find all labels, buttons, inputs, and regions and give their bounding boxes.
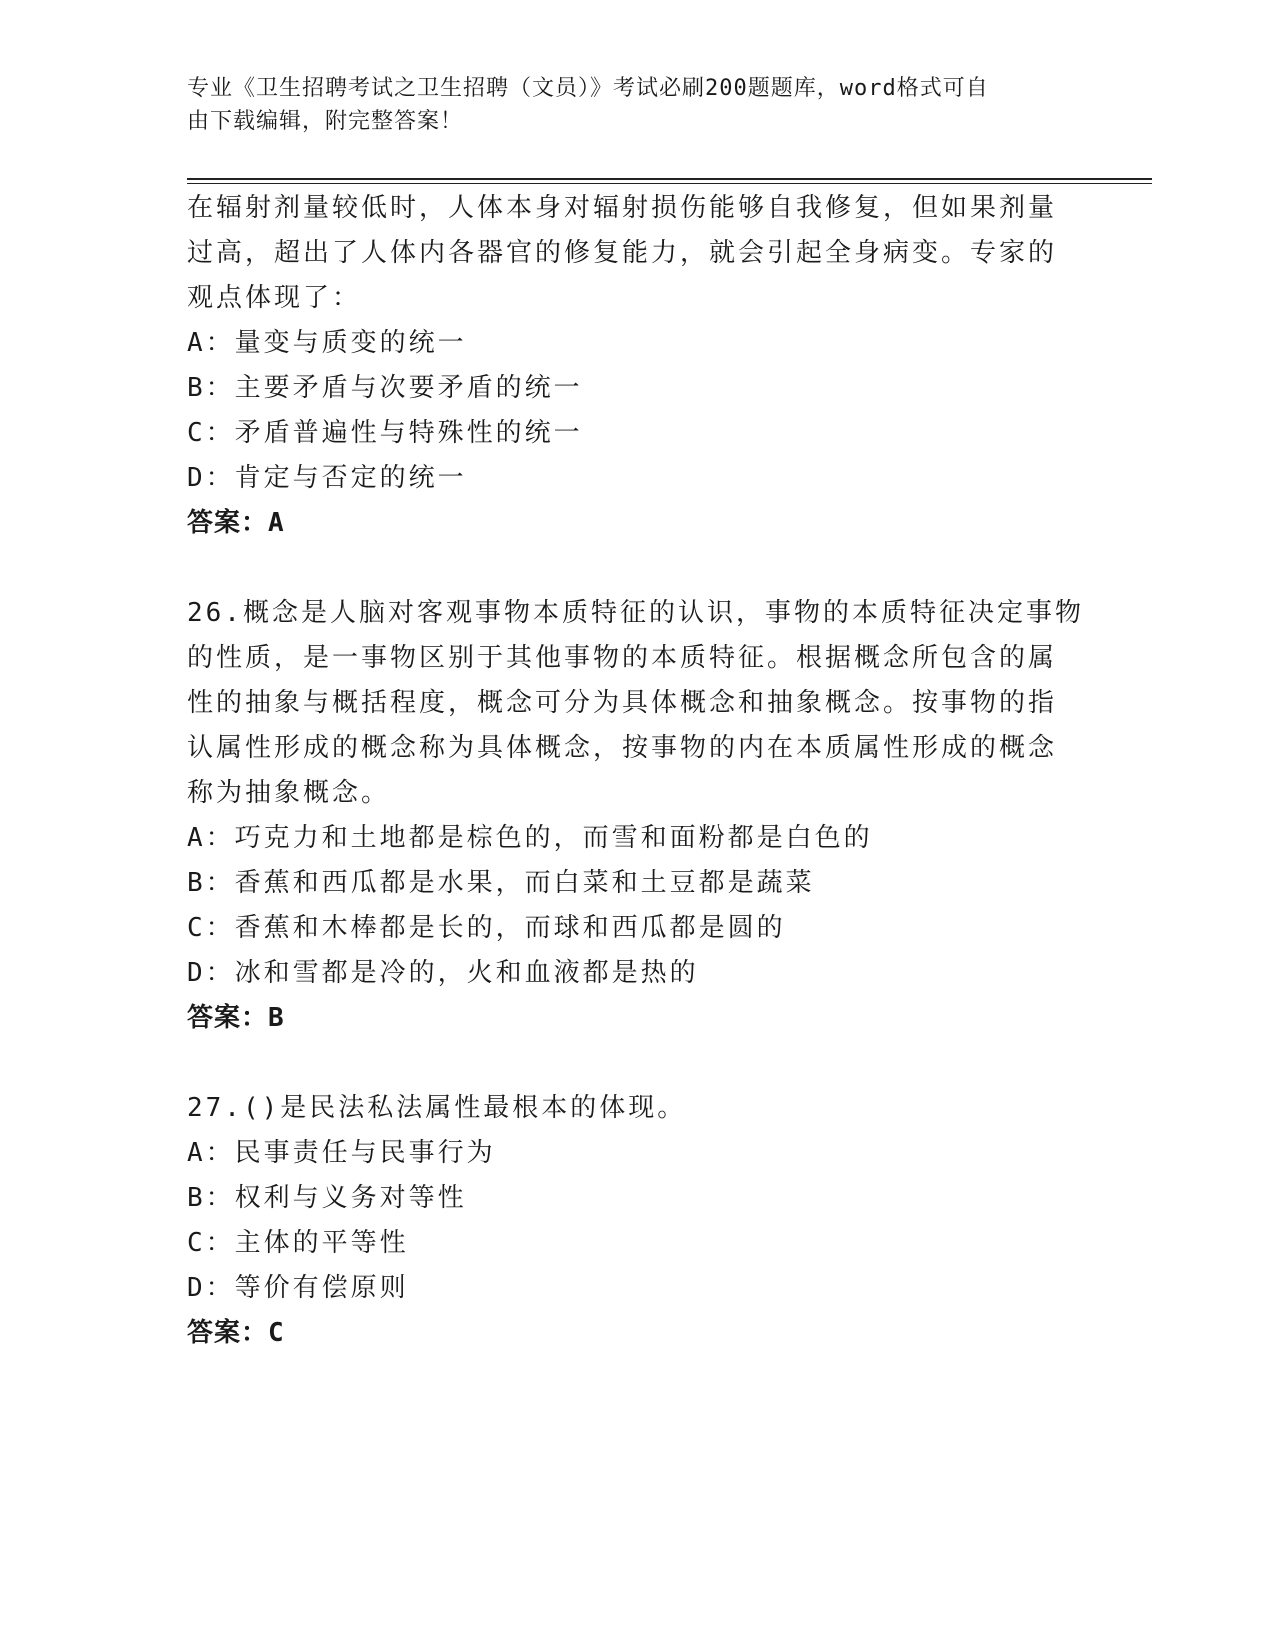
- header-line-2: 由下载编辑，附完整答案！: [187, 109, 464, 134]
- answer-label: 答案：C: [187, 1318, 285, 1348]
- question-stem-line: 称为抽象概念。: [187, 778, 391, 808]
- question-stem-line: 26.概念是人脑对客观事物本质特征的认识，事物的本质特征决定事物: [187, 598, 1084, 628]
- header-rule-thin: [187, 183, 1152, 184]
- option-a: A：巧克力和土地都是棕色的，而雪和面粉都是白色的: [187, 823, 873, 853]
- header-line-1: 专业《卫生招聘考试之卫生招聘（文员）》考试必刷200题题库，word格式可自: [187, 76, 989, 101]
- answer-label: 答案：A: [187, 508, 285, 538]
- option-b: B：权利与义务对等性: [187, 1183, 467, 1213]
- option-a: A：民事责任与民事行为: [187, 1138, 496, 1168]
- answer-label: 答案：B: [187, 1003, 285, 1033]
- question-26: [187, 591, 1087, 1041]
- option-c: C：矛盾普遍性与特殊性的统一: [187, 418, 583, 448]
- question-stem-line: 的性质，是一事物区别于其他事物的本质特征。根据概念所包含的属: [187, 643, 1058, 673]
- document-header: [187, 72, 1067, 138]
- option-b: B：主要矛盾与次要矛盾的统一: [187, 373, 583, 403]
- question-stem-line: 认属性形成的概念称为具体概念，按事物的内在本质属性形成的概念: [187, 733, 1058, 763]
- question-25: [187, 186, 1087, 546]
- question-stem-line: 27.()是民法私法属性最根本的体现。: [187, 1093, 687, 1123]
- option-d: D：等价有偿原则: [187, 1273, 409, 1303]
- option-d: D：冰和雪都是冷的，火和血液都是热的: [187, 958, 699, 988]
- document-body: [187, 186, 1087, 1356]
- option-c: C：香蕉和木棒都是长的，而球和西瓜都是圆的: [187, 913, 786, 943]
- header-rule-thick: [187, 178, 1152, 180]
- question-stem-line: 观点体现了：: [187, 283, 362, 313]
- question-stem-line: 性的抽象与概括程度，概念可分为具体概念和抽象概念。按事物的指: [187, 688, 1058, 718]
- option-a: A：量变与质变的统一: [187, 328, 467, 358]
- option-d: D：肯定与否定的统一: [187, 463, 467, 493]
- question-stem-line: 过高，超出了人体内各器官的修复能力，就会引起全身病变。专家的: [187, 238, 1058, 268]
- option-b: B：香蕉和西瓜都是水果，而白菜和土豆都是蔬菜: [187, 868, 815, 898]
- option-c: C：主体的平等性: [187, 1228, 409, 1258]
- question-stem-line: 在辐射剂量较低时，人体本身对辐射损伤能够自我修复，但如果剂量: [187, 193, 1058, 223]
- question-27: [187, 1086, 1087, 1356]
